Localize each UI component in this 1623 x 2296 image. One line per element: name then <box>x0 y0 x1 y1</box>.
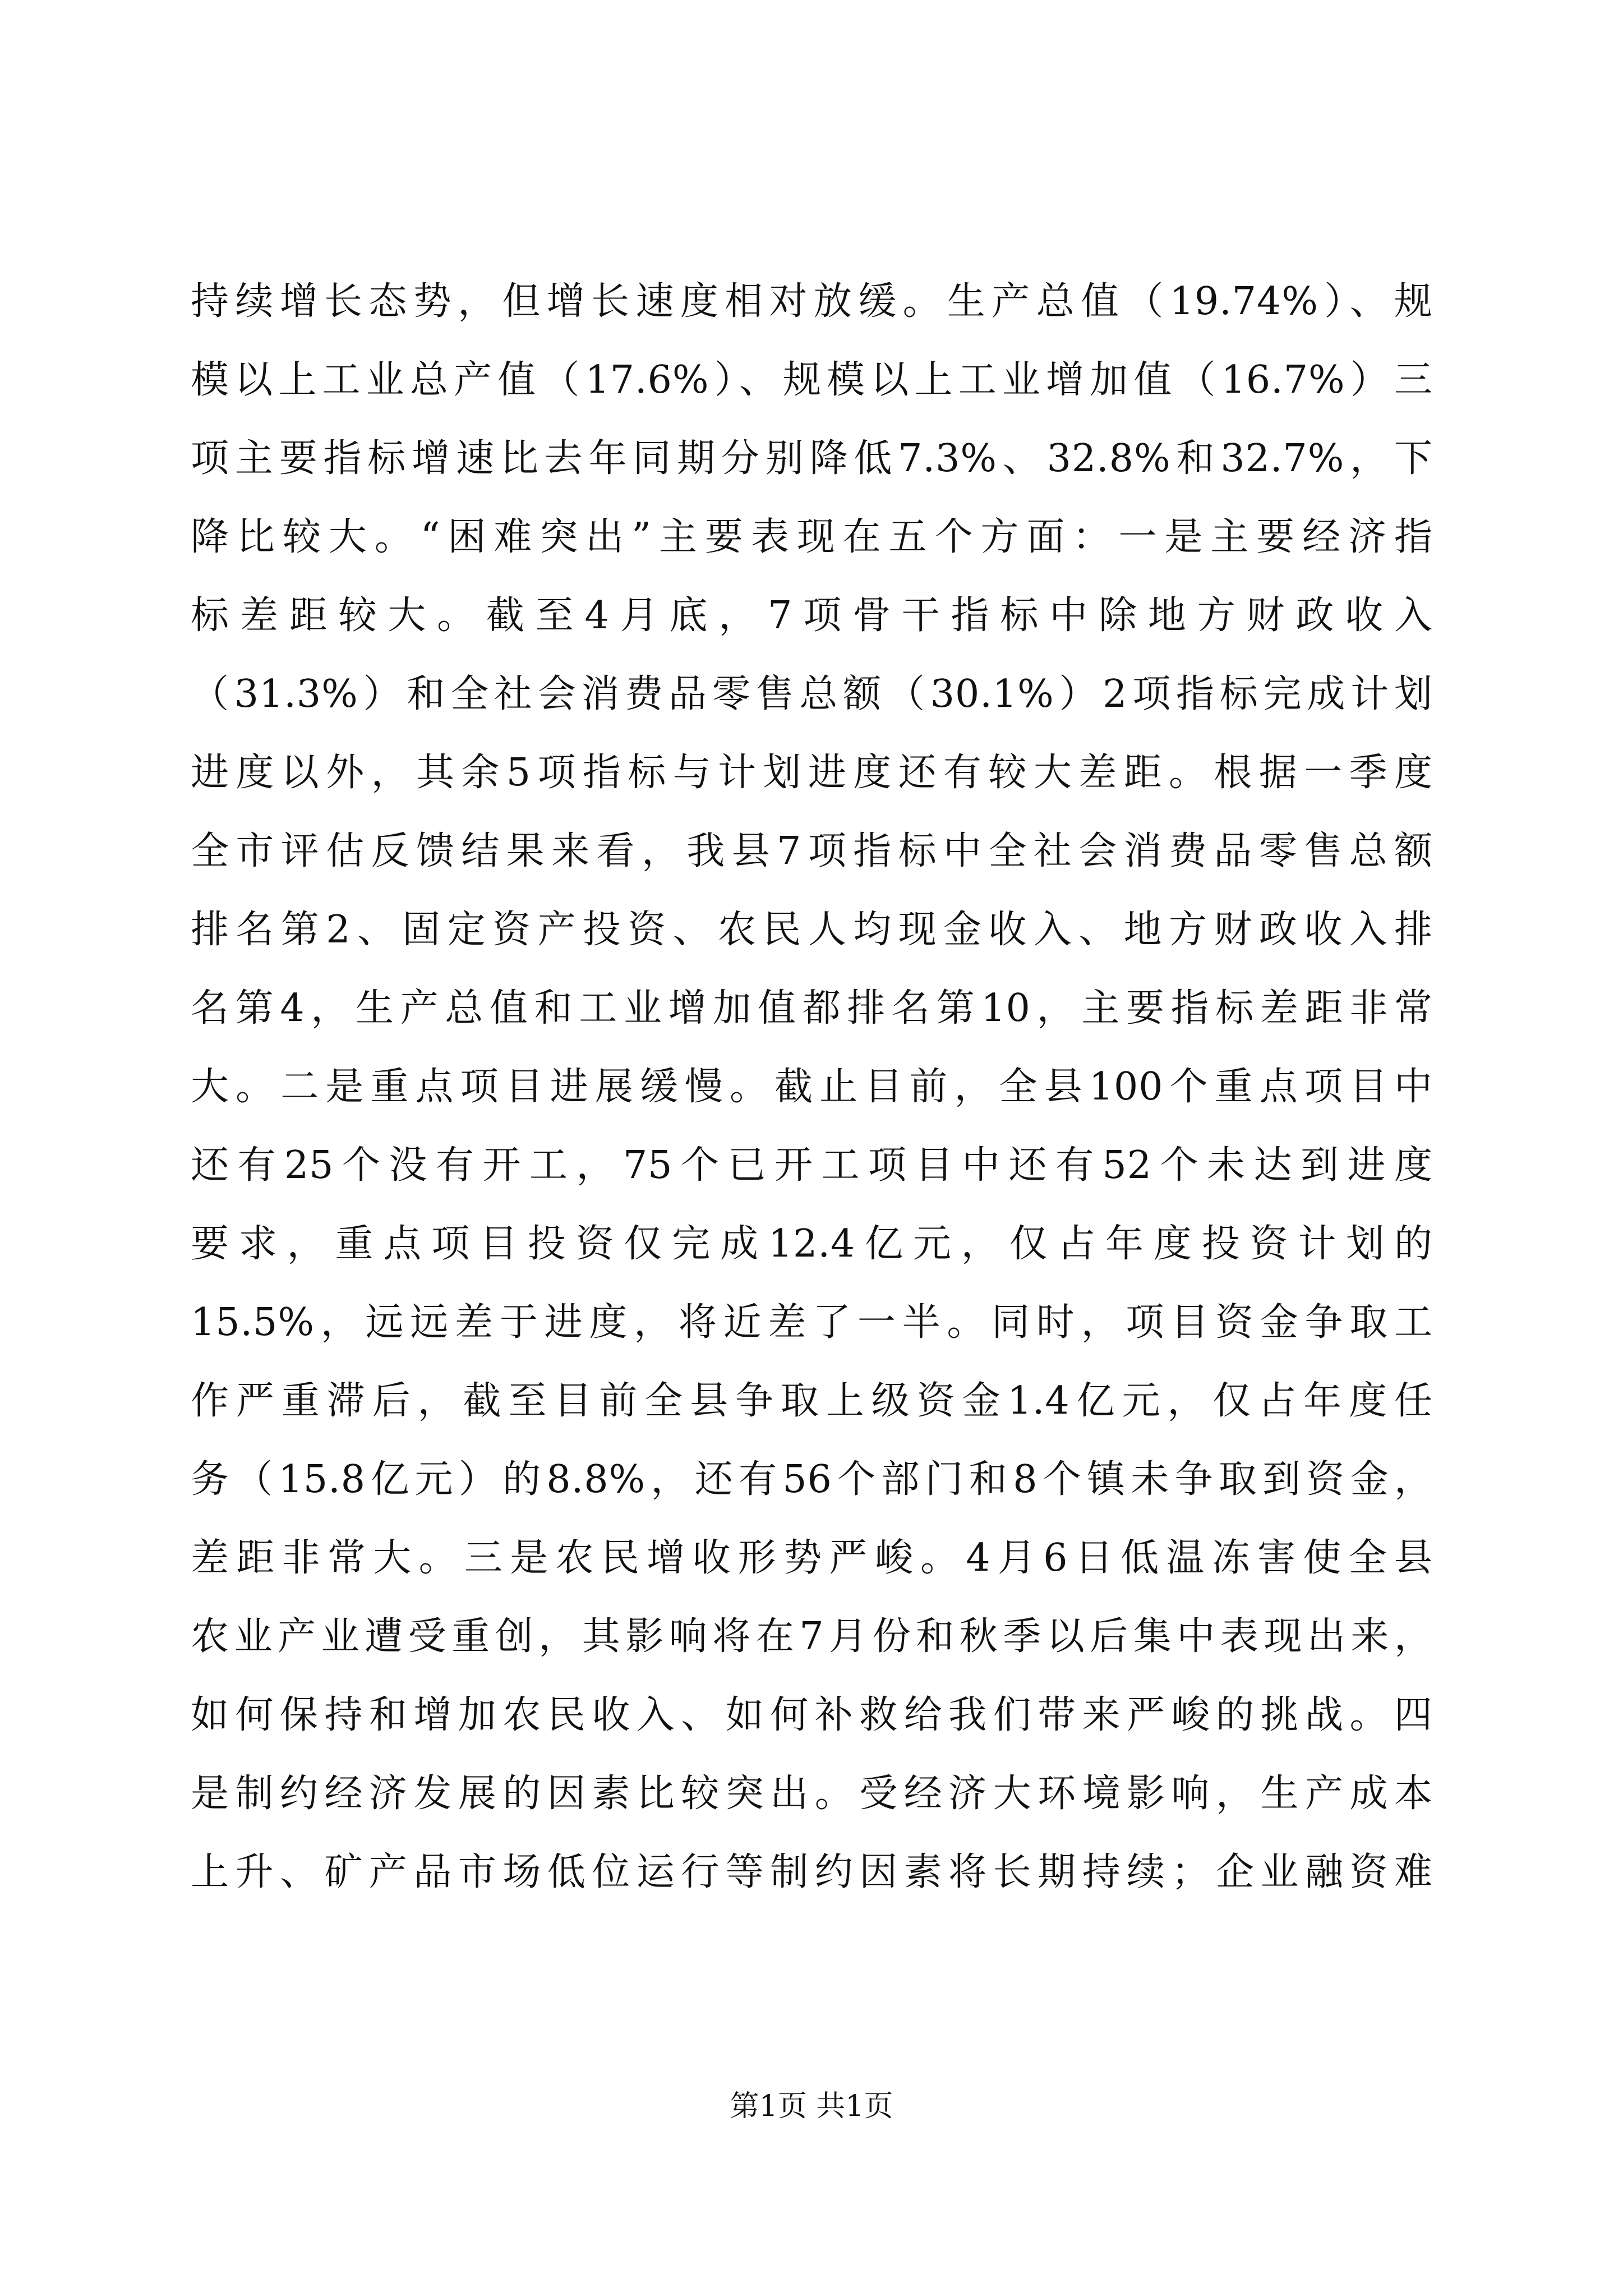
text-line: 还有25个没有开工，75个已开工项目中还有52个未达到进度 <box>191 1143 1433 1188</box>
text-line: 15.5%，远远差于进度，将近差了一半。同时，项目资金争取工 <box>191 1300 1433 1345</box>
text-line: 是制约经济发展的因素比较突出。受经济大环境影响，生产成本 <box>191 1772 1433 1816</box>
text-line: 务（15.8亿元）的8.8%，还有56个部门和8个镇未争取到资金， <box>191 1457 1433 1502</box>
text-line: 要求，重点项目投资仅完成12.4亿元，仅占年度投资计划的 <box>191 1222 1433 1266</box>
text-line: 降比较大。“困难突出”主要表现在五个方面：一是主要经济指 <box>191 515 1433 559</box>
text-line: 项主要指标增速比去年同期分别降低7.3%、32.8%和32.7%，下 <box>191 436 1433 481</box>
text-line: 标差距较大。截至4月底，7项骨干指标中除地方财政收入 <box>191 593 1433 638</box>
text-line: 进度以外，其余5项指标与计划进度还有较大差距。根据一季度 <box>191 751 1433 795</box>
page-number-label: 第1页 共1页 <box>730 2090 893 2123</box>
text-line: 持续增长态势，但增长速度相对放缓。生产总值（19.74%）、规 <box>191 279 1433 324</box>
page-footer <box>0 2087 1623 2126</box>
text-line: 上升、矿产品市场低位运行等制约因素将长期持续；企业融资难 <box>191 1850 1433 1894</box>
text-line: 作严重滞后，截至目前全县争取上级资金1.4亿元，仅占年度任 <box>191 1379 1433 1423</box>
text-line: 排名第2、固定资产投资、农民人均现金收入、地方财政收入排 <box>191 908 1433 952</box>
text-line: 模以上工业总产值（17.6%）、规模以上工业增加值（16.7%）三 <box>191 358 1433 402</box>
text-line: 如何保持和增加农民收入、如何补救给我们带来严峻的挑战。四 <box>191 1693 1433 1737</box>
text-line: 大。二是重点项目进展缓慢。截止目前，全县100个重点项目中 <box>191 1065 1433 1109</box>
text-line: 差距非常大。三是农民增收形势严峻。4月6日低温冻害使全县 <box>191 1536 1433 1580</box>
text-line: （31.3%）和全社会消费品零售总额（30.1%）2项指标完成计划 <box>191 672 1433 716</box>
text-line: 名第4，生产总值和工业增加值都排名第10，主要指标差距非常 <box>191 986 1433 1030</box>
document-body <box>191 263 1433 1912</box>
text-line: 全市评估反馈结果来看，我县7项指标中全社会消费品零售总额 <box>191 829 1433 873</box>
text-line: 农业产业遭受重创，其影响将在7月份和秋季以后集中表现出来， <box>191 1614 1433 1659</box>
